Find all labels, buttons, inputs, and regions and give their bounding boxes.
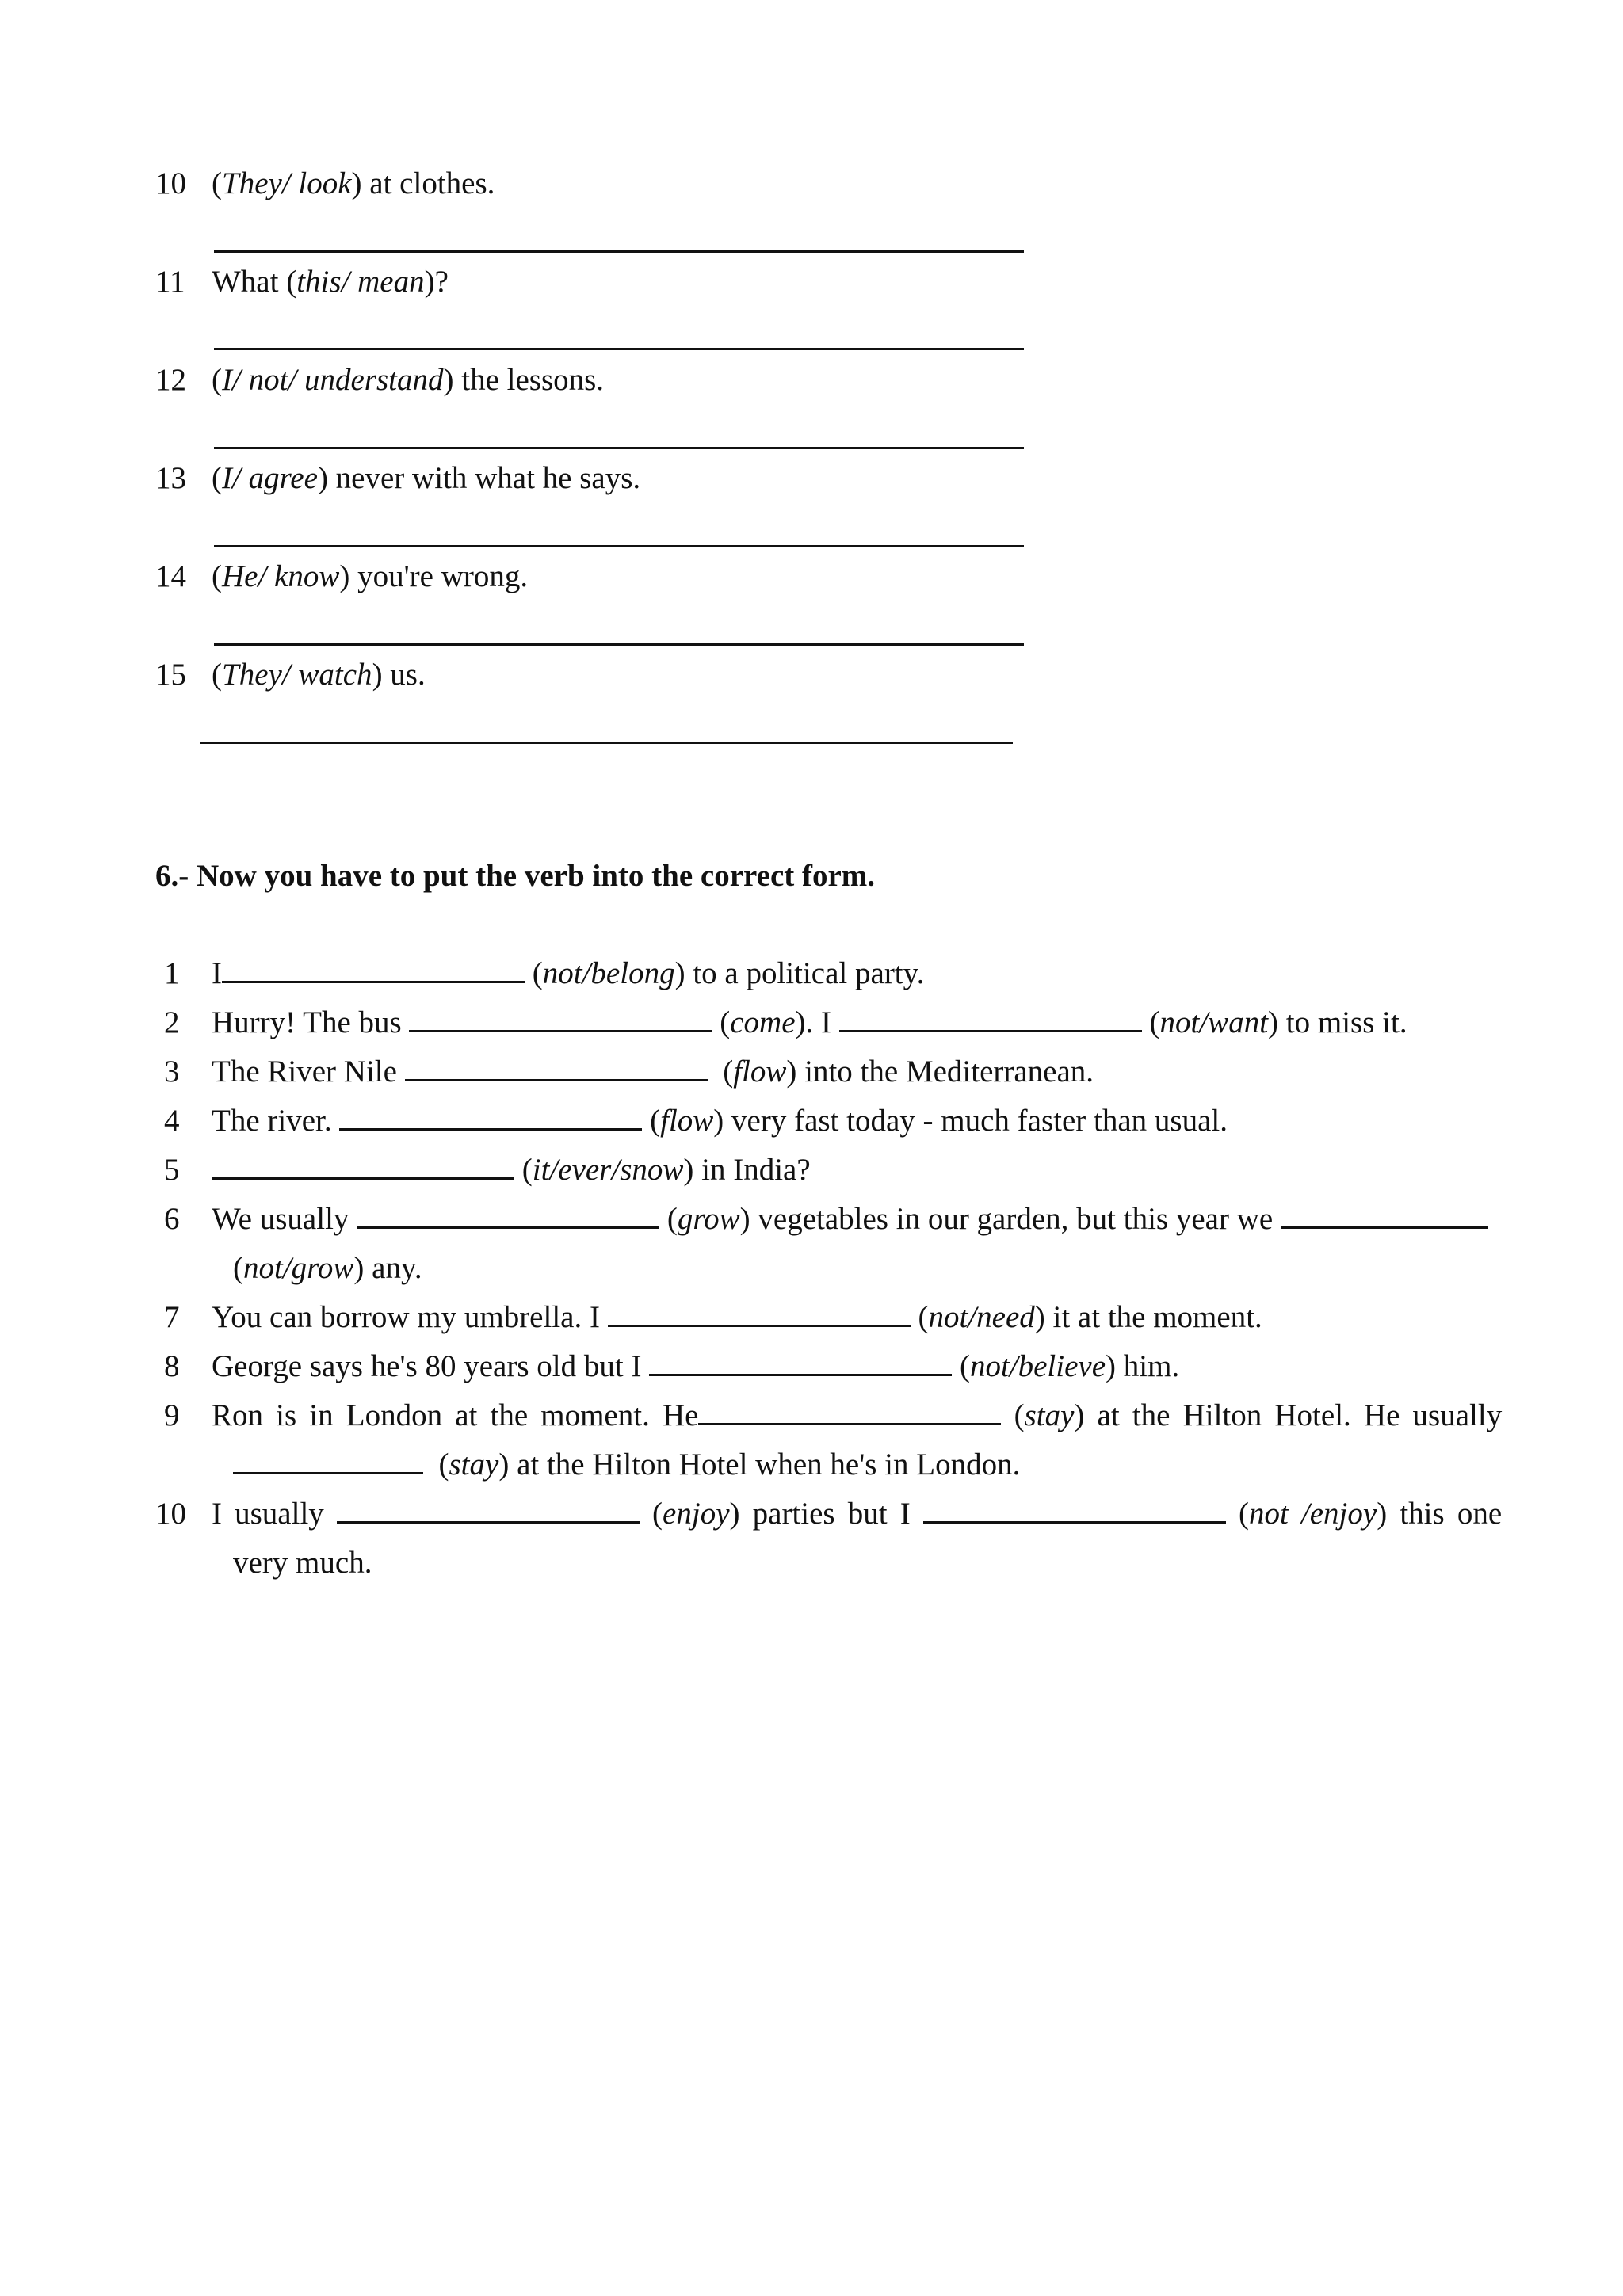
answer-blank[interactable]: [649, 1350, 952, 1376]
item-number: 12: [155, 363, 186, 397]
answer-line[interactable]: [200, 742, 1013, 744]
item-number: 5: [164, 1153, 180, 1187]
answer-line[interactable]: [214, 447, 1024, 449]
item-prompt: (He/ know) you're wrong.: [212, 559, 529, 593]
item-number: 10: [155, 1497, 186, 1531]
item-sentence: The river. (flow) very fast today - much faster than usual.: [212, 1104, 1228, 1138]
answer-blank[interactable]: [839, 1006, 1142, 1032]
item-sentence: I usually (enjoy) parties but I (not /enjoy) this one: [212, 1497, 1503, 1531]
item-number: 11: [155, 265, 185, 299]
answer-blank[interactable]: [222, 957, 525, 983]
answer-line[interactable]: [214, 250, 1024, 253]
item-number: 4: [164, 1104, 180, 1138]
item-prompt: (I/ agree) never with what he says.: [212, 461, 641, 495]
item-sentence: George says he's 80 years old but I (not/believe) him.: [212, 1349, 1180, 1383]
section-title: 6.- Now you have to put the verb into the correct form.: [155, 859, 876, 893]
item-sentence: Ron is in London at the moment. He (stay) at the Hilton Hotel. He usually: [212, 1398, 1503, 1432]
answer-blank[interactable]: [339, 1104, 642, 1131]
item-number: 6: [164, 1202, 180, 1236]
item-number: 15: [155, 658, 186, 692]
item-sentence: (it/ever/snow) in India?: [212, 1152, 811, 1189]
item-sentence-cont: (stay) at the Hilton Hotel when he's in London.: [233, 1447, 1020, 1484]
item-number: 10: [155, 166, 186, 200]
answer-blank[interactable]: [923, 1497, 1226, 1524]
answer-line[interactable]: [214, 643, 1024, 646]
item-prompt: (They/ look) at clothes.: [212, 166, 495, 200]
item-sentence: The River Nile (flow) into the Mediterranean.: [212, 1055, 1094, 1089]
item-sentence: I (not/belong) to a political party.: [212, 956, 925, 990]
answer-line[interactable]: [214, 348, 1024, 350]
item-number: 2: [164, 1005, 180, 1039]
item-sentence: We usually (grow) vegetables in our garden, but this year we: [212, 1201, 1488, 1238]
answer-blank[interactable]: [409, 1006, 712, 1032]
item-prompt: (I/ not/ understand) the lessons.: [212, 363, 605, 397]
answer-line[interactable]: [214, 545, 1024, 547]
item-number: 8: [164, 1349, 180, 1383]
item-number: 9: [164, 1398, 180, 1432]
item-prompt: (They/ watch) us.: [212, 658, 426, 692]
item-sentence: Hurry! The bus (come). I (not/want) to miss it.: [212, 1005, 1407, 1039]
item-number: 3: [164, 1055, 180, 1089]
item-sentence-cont: (not/grow) any.: [233, 1251, 422, 1285]
answer-blank[interactable]: [357, 1203, 659, 1229]
item-number: 1: [164, 956, 180, 990]
item-sentence-cont: very much.: [233, 1546, 372, 1580]
answer-blank[interactable]: [608, 1301, 911, 1327]
answer-blank[interactable]: [337, 1497, 640, 1524]
item-number: 13: [155, 461, 186, 495]
item-sentence: You can borrow my umbrella. I (not/need) it at the moment.: [212, 1300, 1262, 1334]
answer-blank[interactable]: [405, 1055, 708, 1081]
answer-blank[interactable]: [1281, 1203, 1488, 1229]
answer-blank[interactable]: [212, 1154, 514, 1180]
answer-blank[interactable]: [233, 1448, 423, 1474]
item-number: 7: [164, 1300, 180, 1334]
item-number: 14: [155, 559, 186, 593]
answer-blank[interactable]: [698, 1399, 1001, 1425]
item-prompt: What (this/ mean)?: [212, 265, 449, 299]
